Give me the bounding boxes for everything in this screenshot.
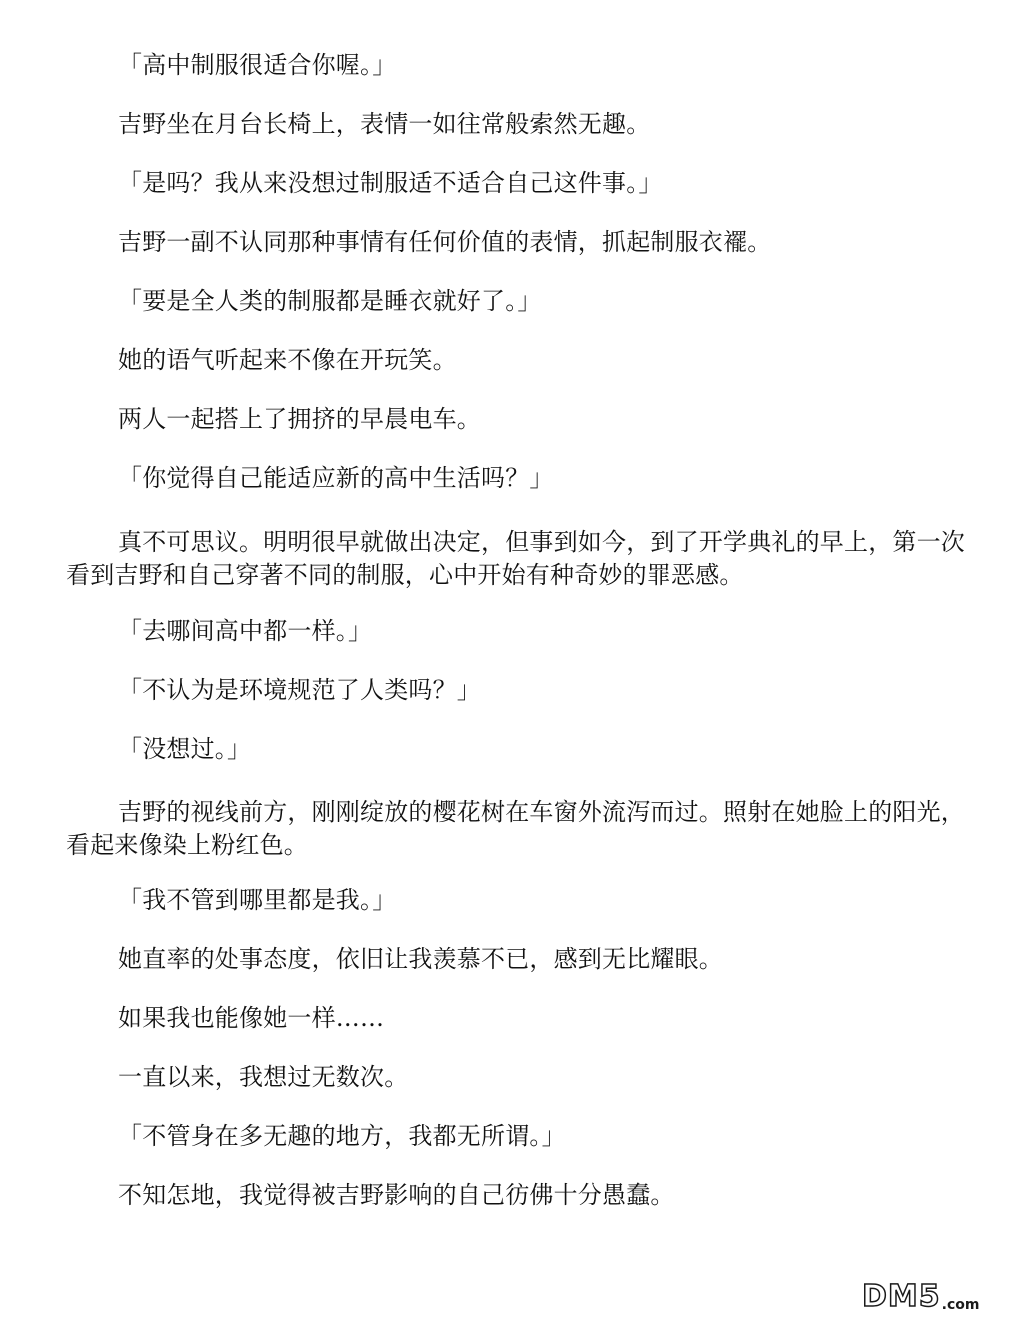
paragraph: 「没想过。」 [118,735,252,763]
paragraph: 她直率的处事态度，依旧让我羡慕不已，感到无比耀眼。 [118,945,723,973]
paragraph: 吉野的视线前方，刚刚绽放的樱花树在车窗外流泻而过。照射在她脸上的阳光，看起来像染上粉红色。 [66,798,965,859]
paragraph: 「不认为是环境规范了人类吗？」 [118,676,481,704]
paragraph: 不知怎地，我觉得被吉野影响的自己彷佛十分愚蠢。 [118,1181,675,1209]
paragraph: 「去哪间高中都一样。」 [118,617,373,645]
paragraph: 「要是全人类的制服都是睡衣就好了。」 [118,287,542,315]
paragraph: 「是吗？我从来没想过制服适不适合自己这件事。」 [118,169,663,197]
watermark-suffix: .com [941,1297,980,1313]
paragraph: 她的语气听起来不像在开玩笑。 [118,346,457,374]
paragraph: 「不管身在多无趣的地方，我都无所谓。」 [118,1122,566,1150]
paragraph: 两人一起搭上了拥挤的早晨电车。 [118,405,481,433]
paragraph: 如果我也能像她一样…… [118,1004,385,1032]
paragraph: 一直以来，我想过无数次。 [118,1063,409,1091]
paragraph: 吉野坐在月台长椅上，表情一如往常般索然无趣。 [118,110,651,138]
watermark-text: DM5 [862,1279,941,1314]
paragraph: 真不可思议。明明很早就做出决定，但事到如今，到了开学典礼的早上，第一次看到吉野和自己穿著不同的制服，心中开始有种奇妙的罪恶感。 [66,528,965,589]
paragraph: 「你觉得自己能适应新的高中生活吗？」 [118,464,554,492]
paragraph: 「我不管到哪里都是我。」 [118,886,397,914]
paragraph: 「高中制服很适合你喔。」 [118,51,397,79]
paragraph: 吉野一副不认同那种事情有任何价值的表情，抓起制服衣襬。 [118,228,772,256]
dm5-watermark-logo [862,1268,1012,1314]
